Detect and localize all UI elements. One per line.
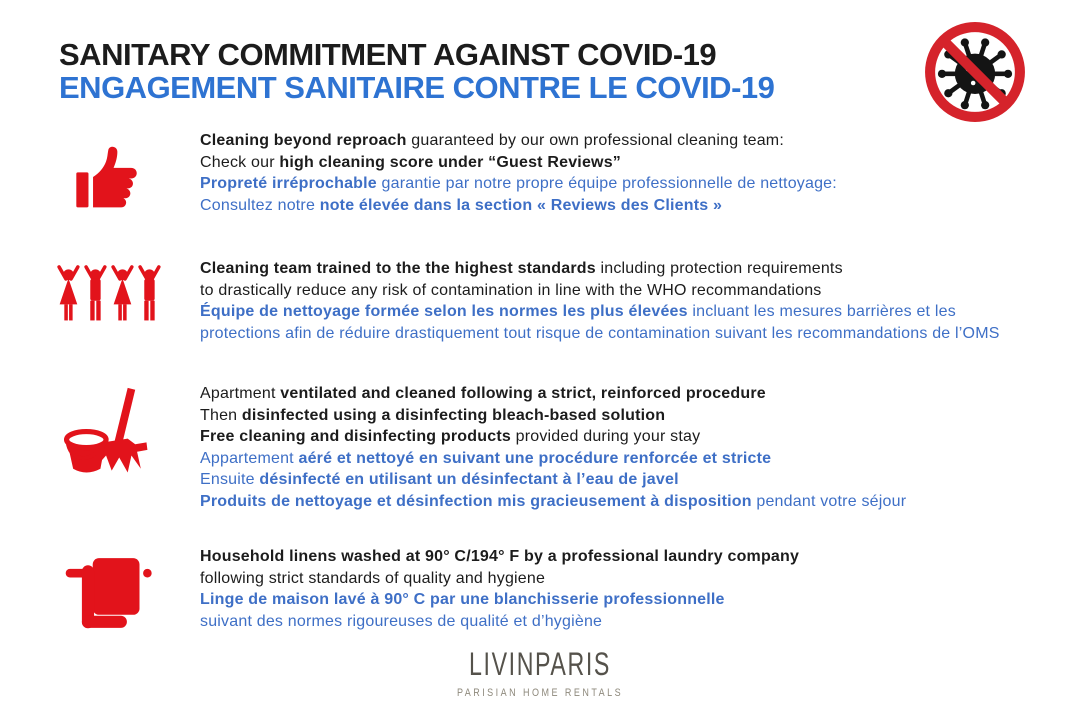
text-line <box>200 405 906 427</box>
text-segment: Free cleaning and disinfecting products <box>200 428 511 445</box>
text-line <box>200 589 799 611</box>
text-segment: including protection requirements <box>595 260 843 277</box>
towel-icon <box>62 550 154 640</box>
text-line <box>200 383 906 405</box>
text-segment: high cleaning score under “Guest Reviews” <box>279 153 621 171</box>
team-icon <box>56 264 164 326</box>
text-segment: disinfected using a disinfecting bleach-based solution <box>241 406 666 424</box>
text-segment: ventilated and cleaned following a strict, reinforced procedure <box>280 385 766 402</box>
no-virus-icon <box>920 17 1030 127</box>
footer-logo <box>0 648 1080 699</box>
title-english: SANITARY COMMITMENT AGAINST COVID-19 <box>59 37 717 72</box>
text-segment: Linge de maison lavé à 90° C par une blanchisserie professionnelle <box>200 591 725 608</box>
text-segment: protections afin de réduire drastiquement tout risque de contamination suivant les recommandations de l’OMS <box>200 324 1000 342</box>
text-segment: to drastically reduce any risk of contamination in line with the WHO recommandations <box>200 281 822 299</box>
brand-name: LIVINPARIS <box>469 647 611 683</box>
text-segment: désinfecté en utilisant un désinfectant à l’eau de javel <box>259 471 679 488</box>
bucket-broom-icon <box>56 386 158 480</box>
text-line <box>200 491 906 513</box>
text-segment: suivant des normes rigoureuses de qualité et d’hygiène <box>200 612 603 630</box>
text-segment: Then <box>200 406 242 424</box>
text-line <box>200 280 1000 302</box>
text-segment: incluant les mesures barrières et les <box>687 303 956 320</box>
text-segment: Apartment <box>200 385 281 402</box>
brand-tagline: PARISIAN HOME RENTALS <box>456 686 624 699</box>
text-segment: Cleaning team trained to the the highest standards <box>200 260 596 277</box>
text-segment: Check our <box>200 153 280 171</box>
text-line <box>200 469 906 491</box>
text-segment: guaranteed by our own professional cleaning team: <box>406 132 784 149</box>
text-line <box>200 611 799 633</box>
text-line <box>200 301 1000 323</box>
text-segment: Produits de nettoyage et désinfection mis gracieusement à disposition <box>200 492 752 510</box>
text-segment: Cleaning beyond reproach <box>200 132 407 149</box>
text-line <box>200 195 837 217</box>
text-segment: provided during your stay <box>510 428 701 445</box>
text-segment: Appartement <box>200 449 299 467</box>
text-segment: Propreté irréprochable <box>200 175 377 192</box>
text-line <box>200 173 837 195</box>
text-segment: following strict standards of quality and hygiene <box>200 569 546 587</box>
thumbs-up-icon <box>64 142 154 218</box>
section-text <box>200 546 799 632</box>
text-line <box>200 258 1000 280</box>
text-segment: Consultez notre <box>200 196 320 214</box>
text-line <box>200 546 799 568</box>
text-segment: aéré et nettoyé en suivant une procédure renforcée et stricte <box>298 449 772 467</box>
text-line <box>200 152 837 174</box>
text-segment: Équipe de nettoyage formée selon les normes les plus élevées <box>200 303 688 320</box>
section-text <box>200 258 1000 344</box>
text-segment: garantie par notre propre équipe professionnelle de nettoyage: <box>376 175 837 192</box>
title-french: ENGAGEMENT SANITAIRE CONTRE LE COVID-19 <box>59 70 775 105</box>
text-line <box>200 130 837 152</box>
text-segment: pendant votre séjour <box>751 492 907 510</box>
section-text <box>200 130 837 216</box>
text-line <box>200 426 906 448</box>
text-segment: Household linens washed at 90° C/194° F by a professional laundry company <box>200 548 800 565</box>
text-segment: Ensuite <box>200 471 260 488</box>
text-line <box>200 323 1000 345</box>
text-segment: note élevée dans la section « Reviews des Clients » <box>319 196 723 214</box>
text-line <box>200 448 906 470</box>
section-text <box>200 383 906 512</box>
text-line <box>200 568 799 590</box>
